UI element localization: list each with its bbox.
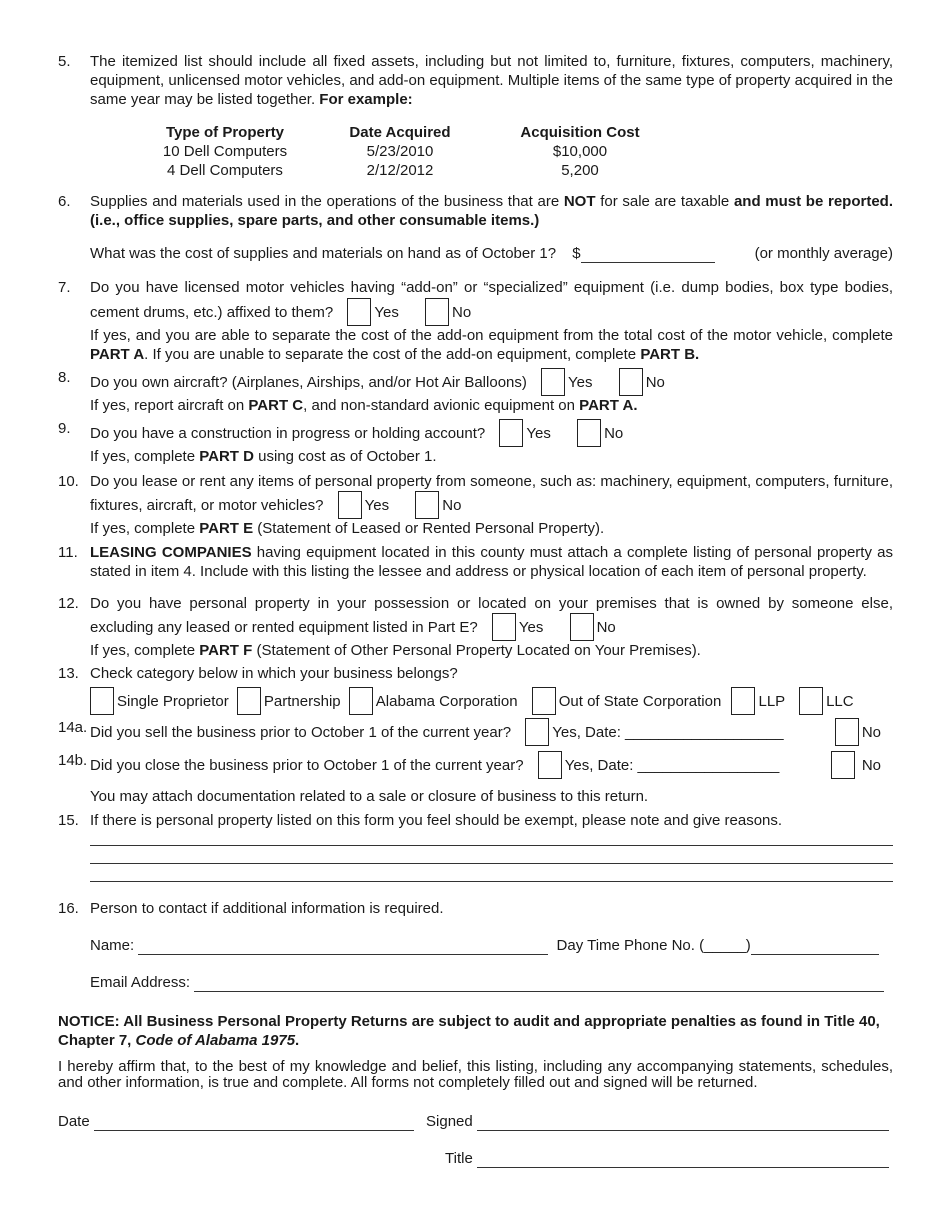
item-number: 12. bbox=[58, 595, 79, 612]
closure-date-field[interactable]: Yes, Date: _________________ bbox=[564, 757, 780, 774]
item-text: Do you own aircraft? (Airplanes, Airships, and/or Hot Air Balloons) Yes No bbox=[90, 368, 893, 396]
closed-no-checkbox[interactable] bbox=[831, 751, 855, 779]
column-header: Type of Property bbox=[165, 124, 285, 141]
item-13 bbox=[58, 664, 893, 715]
table-row bbox=[150, 142, 660, 161]
no-checkbox[interactable] bbox=[619, 368, 643, 396]
item-number: 8. bbox=[58, 369, 71, 386]
item-12 bbox=[58, 594, 893, 660]
yes-checkbox[interactable] bbox=[347, 298, 371, 326]
item-16 bbox=[58, 899, 893, 918]
item-number: 16. bbox=[58, 900, 79, 917]
dollar-sign: $ bbox=[572, 245, 581, 262]
item-text: Did you close the business prior to October 1 of the current year? Yes, Date: _________________ No bbox=[90, 751, 893, 779]
item-text: If yes, complete PART D using cost as of October 1. bbox=[90, 448, 437, 465]
closed-yes-checkbox[interactable] bbox=[538, 751, 562, 779]
example-table bbox=[150, 123, 660, 180]
table-row bbox=[150, 161, 660, 180]
title-field[interactable] bbox=[477, 1153, 889, 1168]
documentation-note: You may attach documentation related to a sale or closure of business to this return. bbox=[90, 788, 649, 805]
item-7 bbox=[58, 278, 893, 364]
yes-checkbox[interactable] bbox=[499, 419, 523, 447]
item-number: 7. bbox=[58, 279, 71, 296]
table-cell: 4 Dell Computers bbox=[167, 162, 283, 179]
yes-checkbox[interactable] bbox=[338, 491, 362, 519]
table-cell: 10 Dell Computers bbox=[162, 143, 288, 160]
item-14a bbox=[58, 718, 893, 746]
item-number: 13. bbox=[58, 665, 79, 682]
item-text: If yes, report aircraft on PART C, and non-standard avionic equipment on PART A. bbox=[90, 397, 638, 414]
item-number: 11. bbox=[58, 544, 78, 561]
item-15 bbox=[58, 811, 893, 830]
email-field[interactable] bbox=[194, 977, 884, 992]
item-text: The itemized list should include all fixed assets, including but not limited to, furniture, fixtures, computers, machinery, equipment, unlicensed motor vehicles, and add-on equipment. Multiple items of the same type of property acquired in the same year may be listed together. For example: bbox=[90, 53, 893, 108]
exemption-reason-line[interactable] bbox=[90, 845, 893, 846]
exemption-reason-line[interactable] bbox=[90, 881, 893, 882]
table-cell: 5,200 bbox=[561, 162, 599, 179]
signed-label: Signed bbox=[426, 1113, 473, 1130]
item-number: 9. bbox=[58, 420, 71, 437]
column-header: Date Acquired bbox=[349, 124, 451, 141]
date-label: Date bbox=[58, 1113, 90, 1130]
no-checkbox[interactable] bbox=[577, 419, 601, 447]
supplies-cost-row bbox=[90, 244, 893, 263]
item-text: Do you lease or rent any items of personal property from someone, such as: machinery, equipment, computers, furniture, fixtures, aircraft, or motor vehicles? Yes No bbox=[90, 472, 893, 519]
alabama-corporation-checkbox[interactable] bbox=[349, 687, 373, 715]
table-header-row bbox=[150, 123, 660, 142]
item-text: If yes, complete PART E (Statement of Leased or Rented Personal Property). bbox=[90, 520, 605, 537]
title-row bbox=[445, 1149, 893, 1168]
monthly-average-note: (or monthly average) bbox=[754, 245, 893, 262]
out-of-state-corporation-checkbox[interactable] bbox=[532, 687, 556, 715]
item-text: Do you have a construction in progress or holding account? Yes No bbox=[90, 419, 893, 447]
single-proprietor-checkbox[interactable] bbox=[90, 687, 114, 715]
item-11 bbox=[58, 543, 893, 581]
email-row bbox=[90, 973, 893, 992]
item-text: Do you have licensed motor vehicles having “add-on” or “specialized” equipment (i.e. dump bodies, box type bodies, cement drums, etc.) affixed to them? Yes No bbox=[90, 278, 893, 326]
table-cell: 2/12/2012 bbox=[366, 162, 434, 179]
item-text: Do you have personal property in your possession or located on your premises that is owned by someone else, excluding any leased or rented equipment listed in Part E? Yes No bbox=[90, 594, 893, 641]
exemption-reason-line[interactable] bbox=[90, 863, 893, 864]
no-checkbox[interactable] bbox=[425, 298, 449, 326]
supplies-question: What was the cost of supplies and materials on hand as of October 1? bbox=[90, 245, 557, 262]
sale-date-field[interactable]: Yes, Date: ___________________ bbox=[552, 724, 784, 741]
item-text: LEASING COMPANIES having equipment located in this county must attach a complete listing of personal property as stated in item 4. Include with this listing the lessee and address or physical location of each item of personal property. bbox=[90, 544, 893, 580]
item-number: 14b. bbox=[58, 752, 88, 769]
item-9 bbox=[58, 419, 893, 466]
item-5 bbox=[58, 52, 893, 109]
item-text: Person to contact if additional information is required. bbox=[90, 900, 444, 917]
item-number: 14a. bbox=[58, 719, 88, 736]
email-label: Email Address: bbox=[90, 974, 191, 991]
affirmation-statement: I hereby affirm that, to the best of my knowledge and belief, this listing, including any accompanying statements, schedules, and other information, is true and complete. All forms not completely filled out and signed will be returned. bbox=[58, 1058, 893, 1091]
title-label: Title bbox=[445, 1150, 473, 1167]
sold-yes-checkbox[interactable] bbox=[525, 718, 549, 746]
llp-checkbox[interactable] bbox=[731, 687, 755, 715]
item-text: If there is personal property listed on this form you feel should be exempt, please note and give reasons. bbox=[90, 812, 783, 829]
notice: NOTICE: All Business Personal Property Returns are subject to audit and appropriate penalties as found in Title 40, Chapter 7, Code of Alabama 1975. bbox=[58, 1013, 880, 1049]
column-header: Acquisition Cost bbox=[520, 124, 640, 141]
item-6 bbox=[58, 192, 893, 230]
phone-field[interactable] bbox=[751, 940, 879, 955]
no-checkbox[interactable] bbox=[570, 613, 594, 641]
llc-checkbox[interactable] bbox=[799, 687, 823, 715]
table-cell: $10,000 bbox=[552, 143, 608, 160]
signature-field[interactable] bbox=[477, 1116, 889, 1131]
item-text: If yes, and you are able to separate the cost of the add-on equipment from the total cost of the motor vehicle, complete PART A. If you are unable to separate the cost of the add-on equipment, complete PART B. bbox=[90, 327, 893, 363]
sold-no-checkbox[interactable] bbox=[835, 718, 859, 746]
phone-label: Day Time Phone No. (_____) bbox=[556, 937, 751, 954]
item-number: 5. bbox=[58, 53, 71, 70]
item-14b bbox=[58, 751, 893, 806]
date-signed-row bbox=[58, 1112, 893, 1131]
item-text: If yes, complete PART F (Statement of Other Personal Property Located on Your Premises). bbox=[90, 642, 701, 659]
item-number: 6. bbox=[58, 193, 71, 210]
date-field[interactable] bbox=[94, 1116, 414, 1131]
item-text: Supplies and materials used in the operations of the business that are NOT for sale are taxable and must be reported. (i.e., office supplies, spare parts, and other consumable items.) bbox=[90, 193, 893, 229]
contact-name-field[interactable] bbox=[138, 940, 548, 955]
item-10 bbox=[58, 472, 893, 538]
business-category-options: Single Proprietor Partnership Alabama Corporation Out of State Corporation LLP LLC bbox=[90, 687, 893, 715]
item-number: 10. bbox=[58, 473, 79, 490]
name-label: Name: bbox=[90, 937, 135, 954]
item-text: Check category below in which your business belongs? bbox=[90, 665, 458, 682]
no-checkbox[interactable] bbox=[415, 491, 439, 519]
partnership-checkbox[interactable] bbox=[237, 687, 261, 715]
item-text: Did you sell the business prior to October 1 of the current year? Yes, Date: ___________________ No bbox=[90, 718, 893, 746]
contact-row bbox=[90, 936, 893, 955]
item-8 bbox=[58, 368, 893, 415]
item-number: 15. bbox=[58, 812, 79, 829]
yes-checkbox[interactable] bbox=[541, 368, 565, 396]
table-cell: 5/23/2010 bbox=[366, 143, 434, 160]
supplies-cost-field[interactable] bbox=[581, 248, 715, 263]
yes-checkbox[interactable] bbox=[492, 613, 516, 641]
